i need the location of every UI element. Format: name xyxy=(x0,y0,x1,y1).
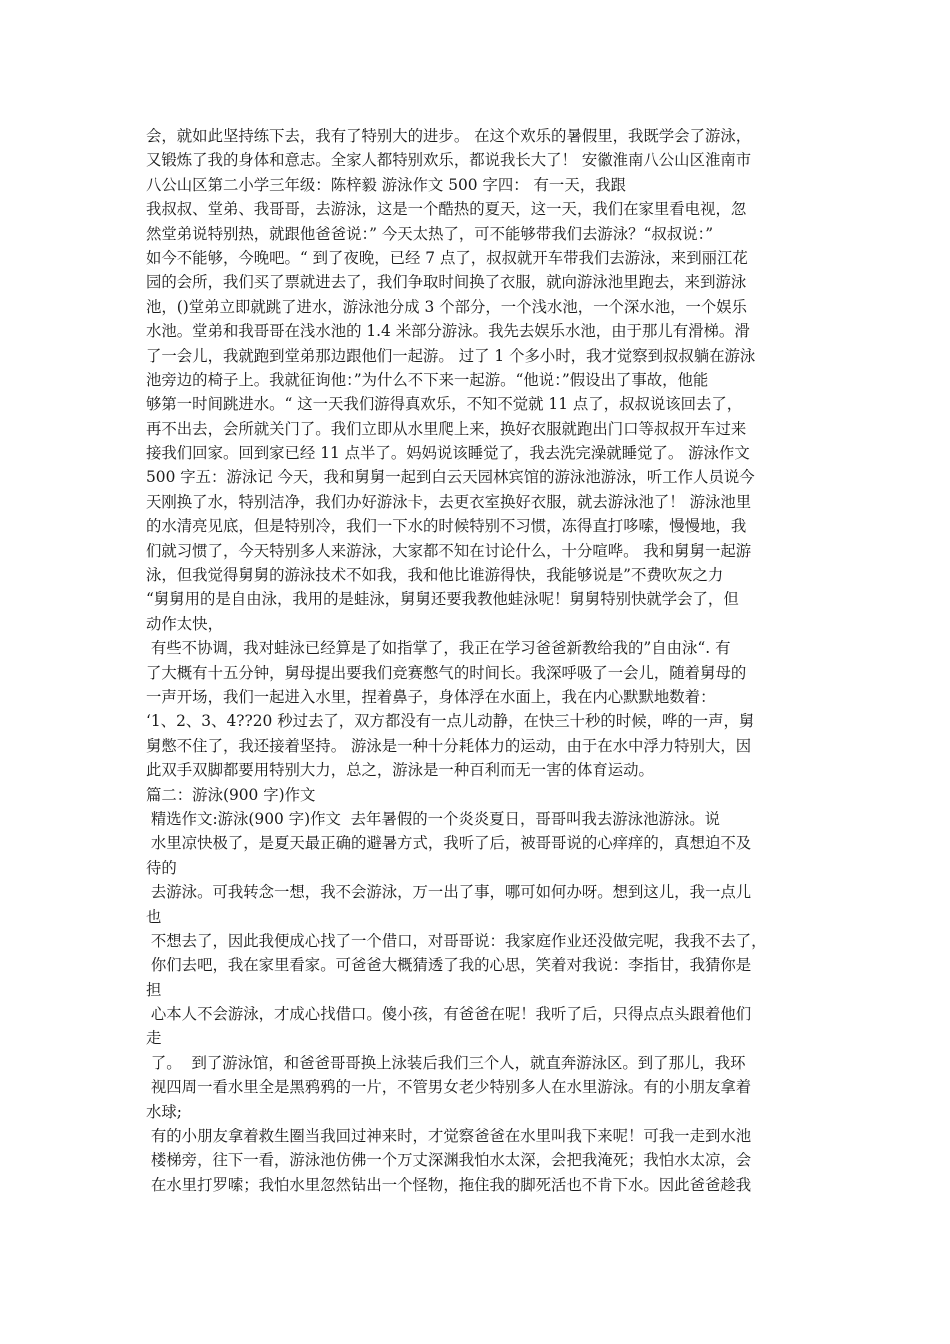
text-line: 水池。堂弟和我哥哥在浅水池的 1.4 米部分游泳。我先去娱乐水池，由于那儿有滑梯。滑 xyxy=(146,322,750,341)
text-line: 池旁边的椅子上。我就征询他：”为什么不下来一起游。“他说：”假设出了事故，他能 xyxy=(146,370,709,389)
text-line: 精选作文:游泳(900 字)作文 去年暑假的一个炎炎夏日，哥哥叫我去游泳池游泳。说 xyxy=(146,809,721,828)
text-line: 够第一时间跳进水。“ 这一天我们游得真欢乐，不知不觉就 11 点了，叔叔说该回去了， xyxy=(146,395,743,414)
text-line: 园的会所，我们买了票就进去了，我们争取时间换了衣服，就向游泳池里跑去，来到游泳 xyxy=(146,273,747,292)
text-line: 动作太快， xyxy=(146,614,223,633)
text-line: 担 xyxy=(146,980,162,999)
text-line: 走 xyxy=(146,1029,162,1048)
text-line: 楼梯旁，往下一看，游泳池仿佛一个万丈深渊我怕水太深，会把我淹死；我怕水太凉，会 xyxy=(146,1151,752,1170)
text-line: 如今不能够，今晚吧。“ 到了夜晚，已经 7 点了，叔叔就开车带我们去游泳，来到丽江花 xyxy=(146,248,748,267)
text-line: 池，()堂弟立即就跳了进水，游泳池分成 3 个部分，一个浅水池，一个深水池，一个娱乐 xyxy=(146,297,748,316)
text-line: 了一会儿，我就跑到堂弟那边跟他们一起游。 过了 1 个多小时，我才觉察到叔叔躺在游泳 xyxy=(146,346,756,365)
text-line: 然堂弟说特别热，就跟他爸爸说：” 今天太热了，可不能够带我们去游泳？“叔叔说：” xyxy=(146,224,714,243)
text-line: 泳，但我觉得舅舅的游泳技术不如我，我和他比谁游得快，我能够说是”不费吹灰之力 xyxy=(146,566,724,585)
text-line: 八公山区第二小学三年级：陈梓毅 游泳作文 500 字四： 有一天，我跟 xyxy=(146,175,626,194)
text-line: 去游泳。可我转念一想，我不会游泳，万一出了事，哪可如何办呀。想到这儿，我一点儿 xyxy=(146,883,752,902)
text-line: 天刚换了水，特别洁净，我们办好游泳卡，去更衣室换好衣服，就去游泳池了！ 游泳池里 xyxy=(146,492,752,511)
text-line: 的水清亮见底，但是特别冷，我们一下水的时候特别不习惯，冻得直打哆嗦，慢慢地，我 xyxy=(146,517,747,536)
text-line: 一声开场，我们一起进入水里，捏着鼻子，身体浮在水面上，我在内心默默地数着： xyxy=(146,687,716,706)
text-line: 会，就如此坚持练下去，我有了特别大的进步。 在这个欢乐的暑假里，我既学会了游泳， xyxy=(146,127,752,145)
text-line: 水球; xyxy=(146,1102,182,1121)
text-line: ‘1、2、3、4??20 秒过去了，双方都没有一点儿动静，在快三十秒的时候，哗的一声，舅 xyxy=(146,712,755,731)
text-line: 有些不协调，我对蛙泳已经算是了如指掌了，我正在学习爸爸新教给我的”自由泳“. 有 xyxy=(146,639,731,658)
text-line: 视四周一看水里全是黑鸦鸦的一片，不管男女老少特别多人在水里游泳。有的小朋友拿着 xyxy=(146,1078,752,1097)
text-line: 了。 到了游泳馆，和爸爸哥哥换上泳装后我们三个人，就直奔游泳区。到了那儿，我环 xyxy=(146,1053,746,1072)
text-line: 篇二：游泳(900 字)作文 xyxy=(146,785,316,804)
text-line: 又锻炼了我的身体和意志。全家人都特别欢乐，都说我长大了！ 安徽淮南八公山区淮南市 xyxy=(146,151,752,170)
text-line: 也 xyxy=(146,907,162,926)
text-line: 我叔叔、堂弟、我哥哥，去游泳，这是一个酷热的夏天，这一天，我们在家里看电视，忽 xyxy=(146,200,747,219)
text-line: 待的 xyxy=(146,858,177,877)
text-line: 再不出去，会所就关门了。我们立即从水里爬上来，换好衣服就跑出门口等叔叔开车过来 xyxy=(146,419,747,438)
text-line: 有的小朋友拿着救生圈当我回过神来时，才觉察爸爸在水里叫我下来呢！可我一走到水池 xyxy=(146,1127,752,1146)
text-line: 了大概有十五分钟，舅母提出要我们竞赛憋气的时间长。我深呼吸了一会儿，随着舅母的 xyxy=(146,663,747,682)
text-line: 们就习惯了，今天特别多人来游泳，大家都不知在讨论什么，十分喧哗。 我和舅舅一起游 xyxy=(146,541,752,560)
essay-text xyxy=(146,124,811,1197)
text-line: 500 字五：游泳记 今天，我和舅舅一起到白云天园林宾馆的游泳池游泳，听工作人员说今 xyxy=(146,468,755,487)
text-line: 此双手双脚都要用特别大力，总之，游泳是一种百利而无一害的体育运动。 xyxy=(146,761,654,780)
text-line: “舅舅用的是自由泳，我用的是蛙泳，舅舅还要我教他蛙泳呢！舅舅特别快就学会了，但 xyxy=(146,590,739,609)
text-line: 舅憋不住了，我还接着坚持。 游泳是一种十分耗体力的运动，由于在水中浮力特别大，因 xyxy=(146,736,752,755)
text-line: 在水里打罗嗦；我怕水里忽然钻出一个怪物，拖住我的脚死活也不肯下水。因此爸爸趁我 xyxy=(146,1175,752,1194)
text-line: 你们去吧，我在家里看家。可爸爸大概猜透了我的心思，笑着对我说：李指甘，我猜你是 xyxy=(146,956,752,975)
text-line: 水里凉快极了，是夏天最正确的避暑方式，我听了后，被哥哥说的心痒痒的，真想迫不及 xyxy=(146,834,752,853)
text-line: 接我们回家。回到家已经 11 点半了。妈妈说该睡觉了，我去洗完澡就睡觉了。 游泳作文 xyxy=(146,444,750,463)
text-line: 心本人不会游泳，才成心找借口。傻小孩，有爸爸在呢！我听了后，只得点点头跟着他们 xyxy=(146,1005,752,1024)
text-line: 不想去了，因此我便成心找了一个借口，对哥哥说：我家庭作业还没做完呢，我我不去了， xyxy=(146,931,767,950)
